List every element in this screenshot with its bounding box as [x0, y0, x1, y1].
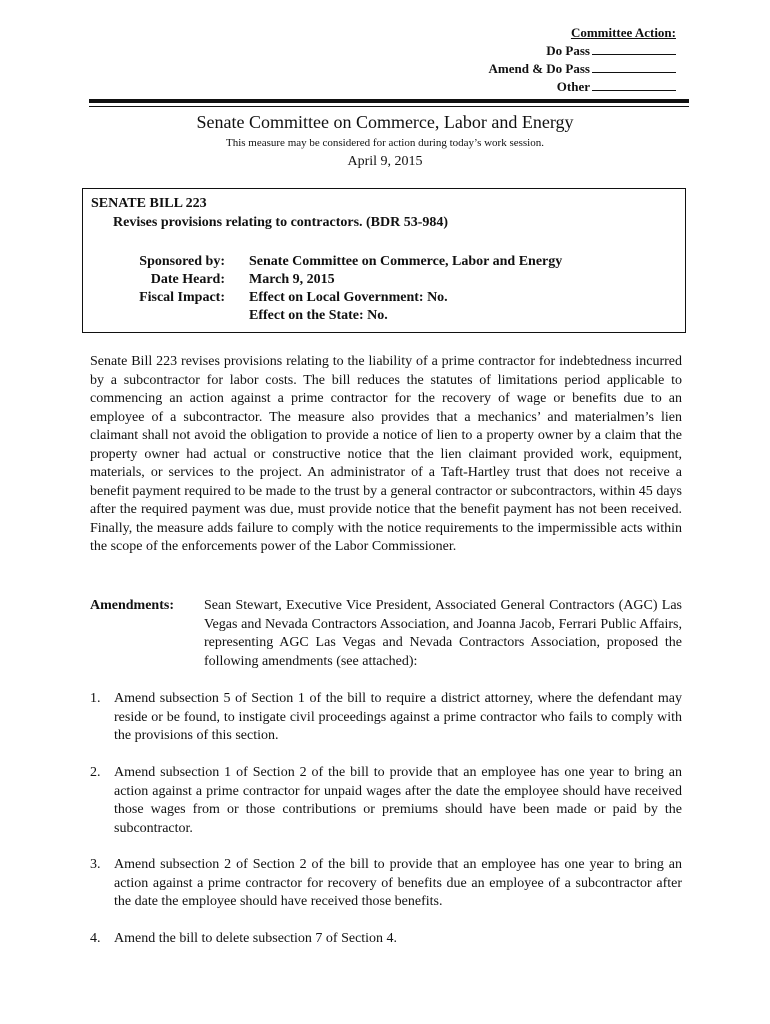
bill-info-box [82, 188, 686, 333]
header-divider-thick [89, 99, 689, 103]
date-heard-label: Date Heard: [150, 272, 225, 287]
action-option-amend-do-pass [489, 60, 676, 78]
committee-action-title: Committee Action: [570, 25, 676, 40]
fiscal-impact-label: Fiscal Impact: [139, 290, 225, 305]
action-option-label: Other [556, 79, 590, 94]
list-item-text: Amend subsection 5 of Section 1 of the bill to require a district attorney, where the defendant may reside or be found, to instigate civil proceedings against a prime contractor who fails to comply with the provisions of this section. [114, 691, 682, 743]
list-item-number: 4. [90, 931, 101, 946]
list-item-text: Amend subsection 2 of Section 2 of the bill to provide that an employee has one year to bring an action against a prime contractor for recovery of benefits due an employee of a subcontractor after the date the employee should have received those benefits. [114, 857, 682, 909]
header-divider-thin [89, 106, 689, 107]
fiscal-impact-local: Effect on Local Government: No. [249, 290, 448, 305]
action-blank-line [592, 78, 676, 91]
bill-description: Revises provisions relating to contractors. (BDR 53-984) [113, 215, 449, 230]
date-heard-value: March 9, 2015 [249, 272, 335, 287]
list-item-number: 3. [90, 857, 101, 872]
fiscal-impact-state-row [83, 307, 683, 325]
action-option-do-pass [489, 42, 676, 60]
action-blank-line [592, 42, 676, 55]
action-blank-line [592, 60, 676, 73]
sponsored-by-row [83, 253, 683, 271]
date-heard-row [83, 271, 683, 289]
amendments-label: Amendments: [90, 598, 174, 613]
bill-title: SENATE BILL 223 [91, 196, 207, 211]
session-date: April 9, 2015 [347, 154, 423, 169]
sponsored-by-label: Sponsored by: [139, 254, 225, 269]
work-session-note: This measure may be considered for action during today’s work session. [225, 137, 544, 149]
bill-metadata [83, 253, 683, 325]
fiscal-impact-row [83, 289, 683, 307]
fiscal-impact-state: Effect on the State: No. [249, 308, 388, 323]
amendments-intro: Sean Stewart, Executive Vice President, Associated General Contractors (AGC) Las Vegas and Nevada Contractors Association, and Joanna Jacob, Ferrari Public Affairs, representing AGC Las Vegas and Nevada Contractors Association, proposed the following amendments (see attached): [204, 598, 682, 669]
list-item-number: 2. [90, 765, 101, 780]
list-item-number: 1. [90, 691, 101, 706]
action-option-label: Amend & Do Pass [488, 61, 590, 76]
committee-name: Senate Committee on Commerce, Labor and Energy [196, 112, 574, 132]
bill-summary: Senate Bill 223 revises provisions relating to the liability of a prime contractor for indebtedness incurred by a subcontractor for labor costs. The bill reduces the statutes of limitations period applicable to commencing an action against a prime contractor for the recovery of wage or benefits due to an employee of a subcontractor. The measure also provides that a mechanics’ and materialmen’s lien claimant shall not avoid the obligation to provide a notice of lien to a property owner by a claim that the property owner had actual or constructive notice that the lien claimant provided work, equipment, materials, or services to the project. An administrator of a Taft-Hartley trust that does not receive a benefit payment required to be made to the trust by a general contractor or subcontractors, within 45 days after the required payment was due, must provide notice that the benefit payment has not been received. Finally, the measure adds failure to comply with the notice requirements to the impermissible acts within the scope of the enforcements power of the Labor Commissioner. [90, 354, 682, 554]
list-item-text: Amend subsection 1 of Section 2 of the bill to provide that an employee has one year to bring an action against a prime contractor for unpaid wages after the date the employee should have received those wages from or those contributions or premiums should have been made or paid by the subcontractor. [114, 765, 682, 836]
sponsored-by-value: Senate Committee on Commerce, Labor and Energy [249, 254, 563, 269]
committee-action-block [489, 24, 676, 96]
list-item-text: Amend the bill to delete subsection 7 of Section 4. [114, 931, 398, 946]
action-option-label: Do Pass [546, 43, 590, 58]
action-option-other [489, 78, 676, 96]
